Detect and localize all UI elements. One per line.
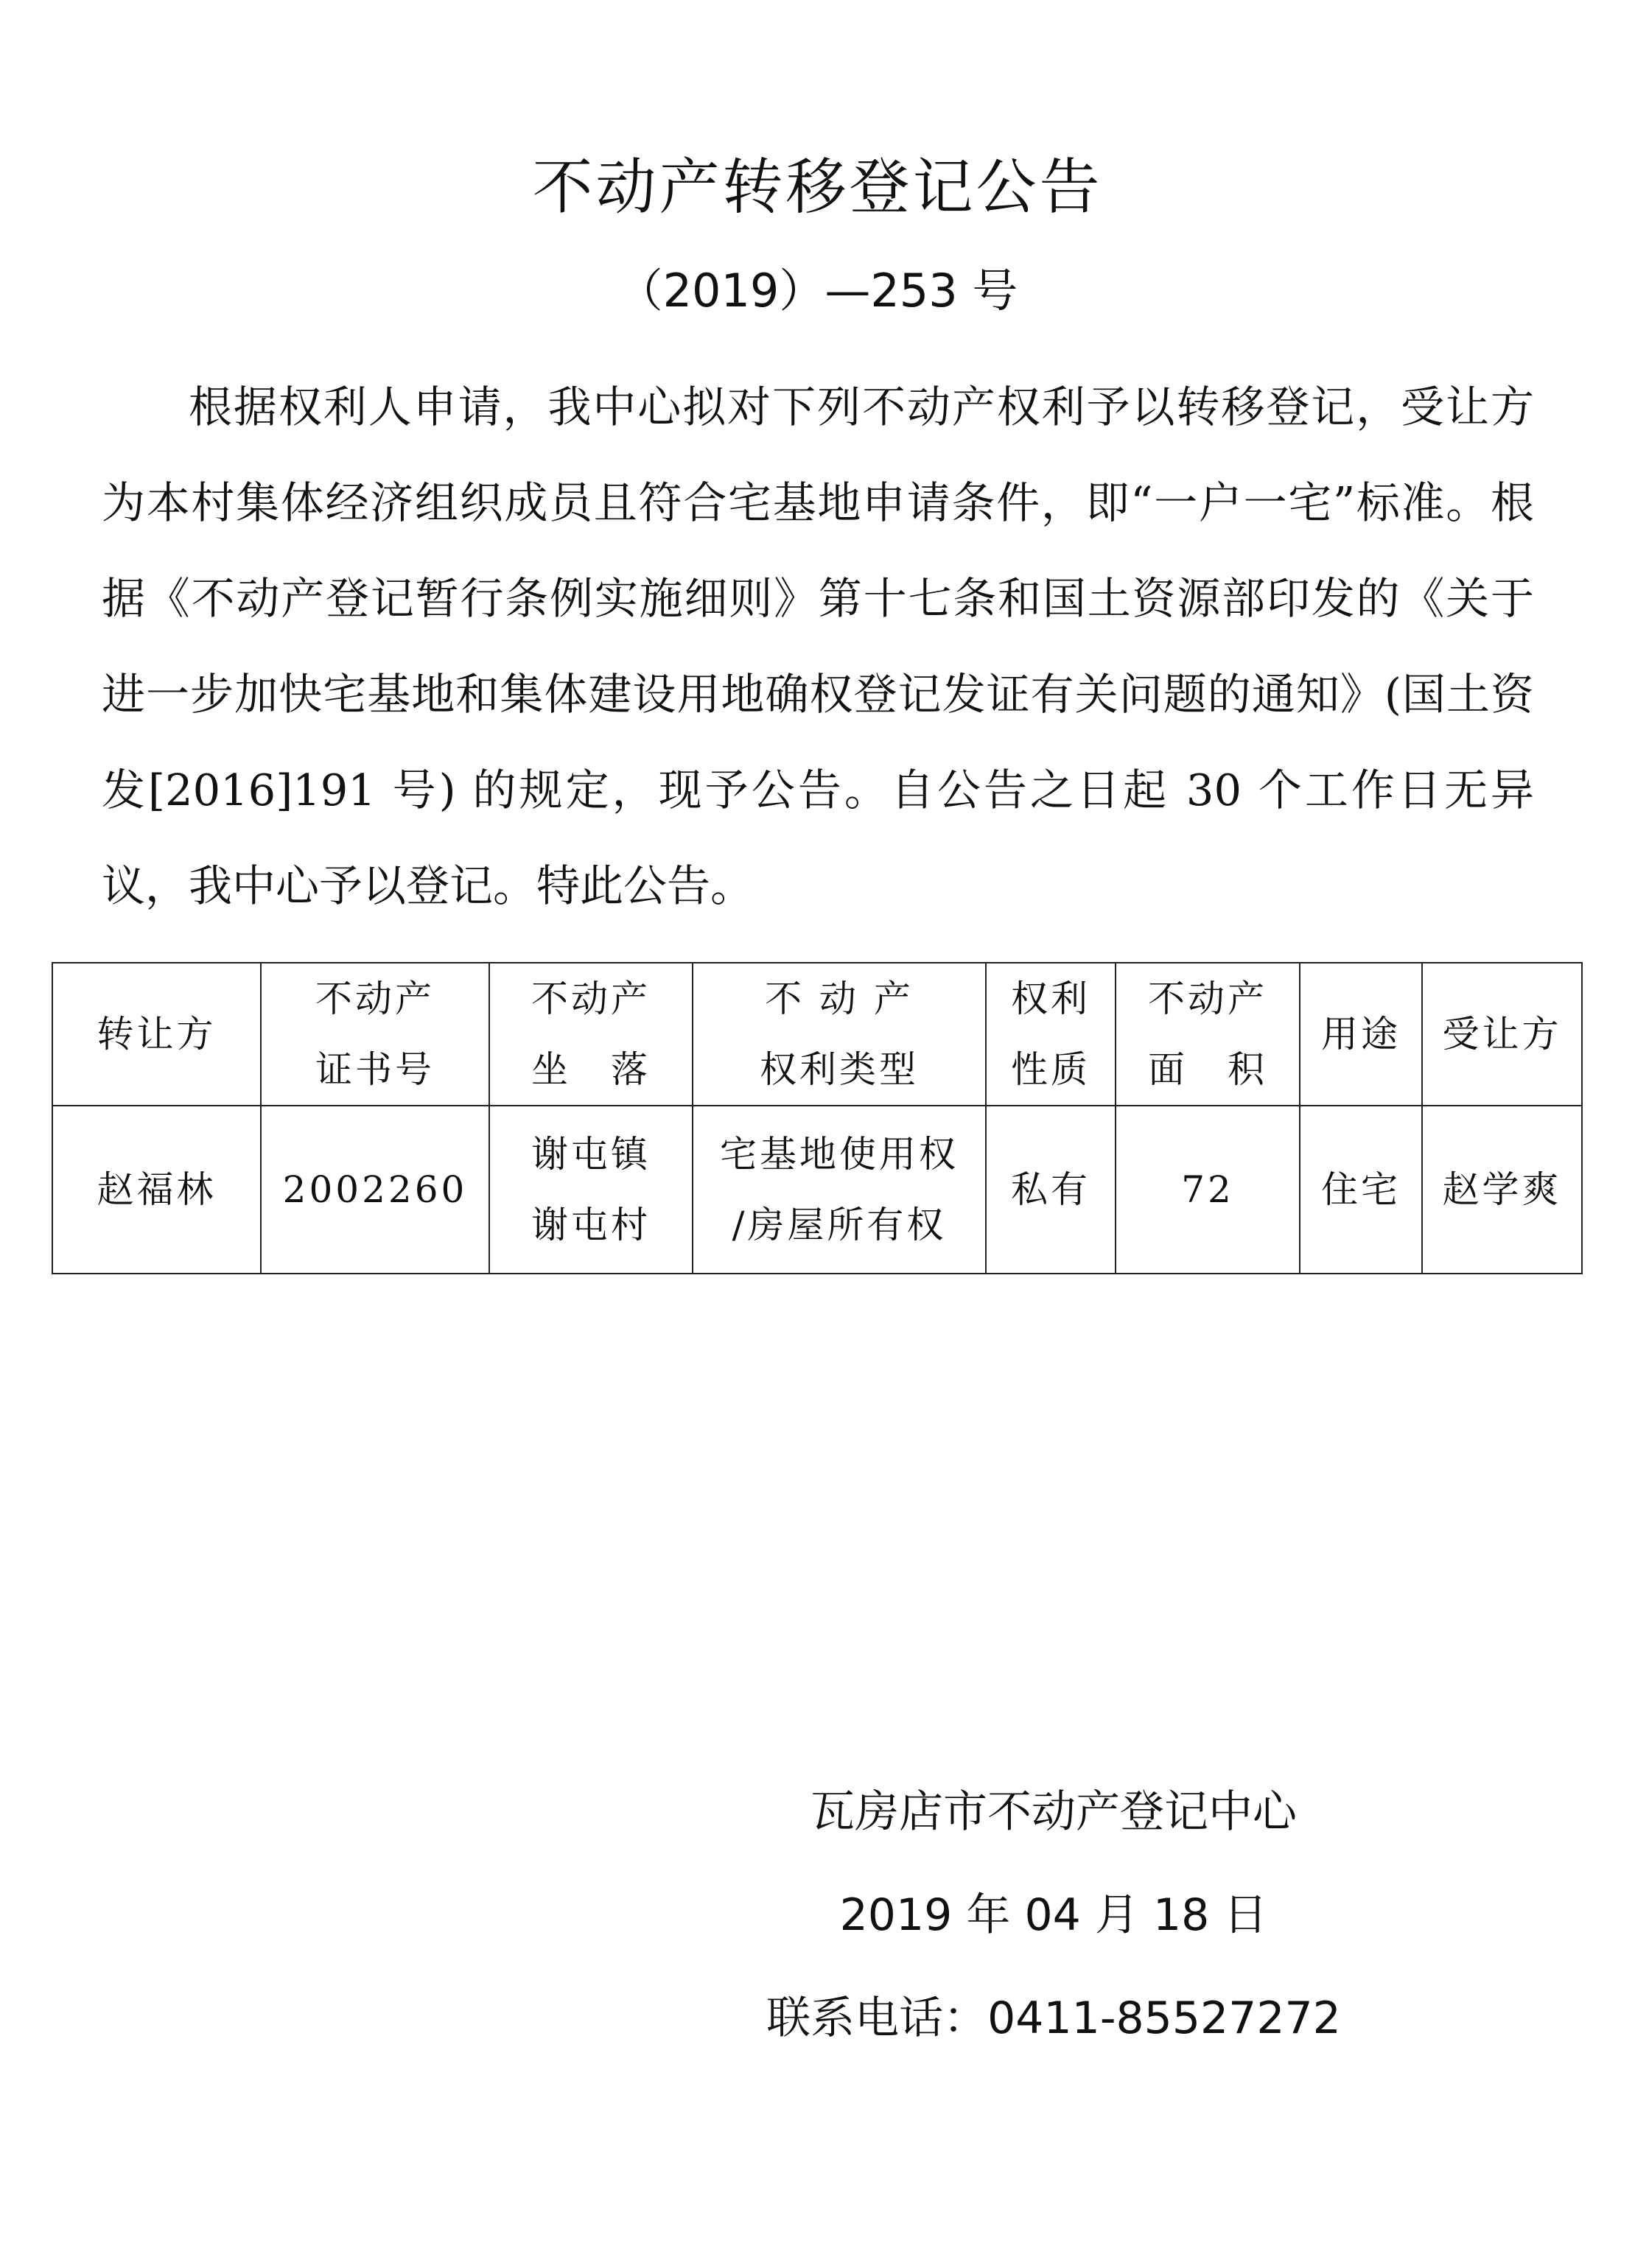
cell-right-type: 宅基地使用权 /房屋所有权 [693,1106,986,1274]
header-usage: 用途 [1300,963,1422,1106]
cell-transferee: 赵学爽 [1422,1106,1582,1274]
issue-date: 2019 年 04 月 18 日 [839,1889,1268,1941]
table-row [52,1106,1582,1274]
header-right-type: 不 动 产 权利类型 [693,963,986,1106]
issuer-name: 瓦房店市不动产登记中心 [811,1786,1297,1838]
cell-location: 谢屯镇 谢屯村 [489,1106,693,1274]
cell-transferor: 赵福林 [52,1106,261,1274]
header-transferor: 转让方 [52,963,261,1106]
header-location: 不动产 坐 落 [489,963,693,1106]
notice-number: （2019）—253 号 [617,264,1018,317]
cell-right-nature: 私有 [986,1106,1116,1274]
cell-usage: 住宅 [1300,1106,1422,1274]
notice-body: 根据权利人申请，我中心拟对下列不动产权利予以转移登记，受让方为本村集体经济组织成员且符合宅基地申请条件，即“一户一宅”标准。根据《不动产登记暂行条例实施细则》第十七条和国土资源部印发的《关于进一步加快宅基地和集体建设用地确权登记发证有关问题的通知》(国土资发[2016]191 号) 的规定，现予公告。自公告之日起 30 个工作日无异议，我中心予以登记。特此公告。 [102,382,1534,911]
cell-certificate-number: 2002260 [261,1106,489,1274]
table-header-row [52,963,1582,1106]
property-table [52,962,1583,1274]
cell-area: 72 [1116,1106,1300,1274]
header-certificate-number: 不动产 证书号 [261,963,489,1106]
header-transferee: 受让方 [1422,963,1582,1106]
notice-title: 不动产转移登记公告 [532,152,1103,222]
contact-phone: 联系电话：0411-85527272 [766,1993,1341,2044]
header-right-nature: 权利 性质 [986,963,1116,1106]
header-area: 不动产 面 积 [1116,963,1300,1106]
